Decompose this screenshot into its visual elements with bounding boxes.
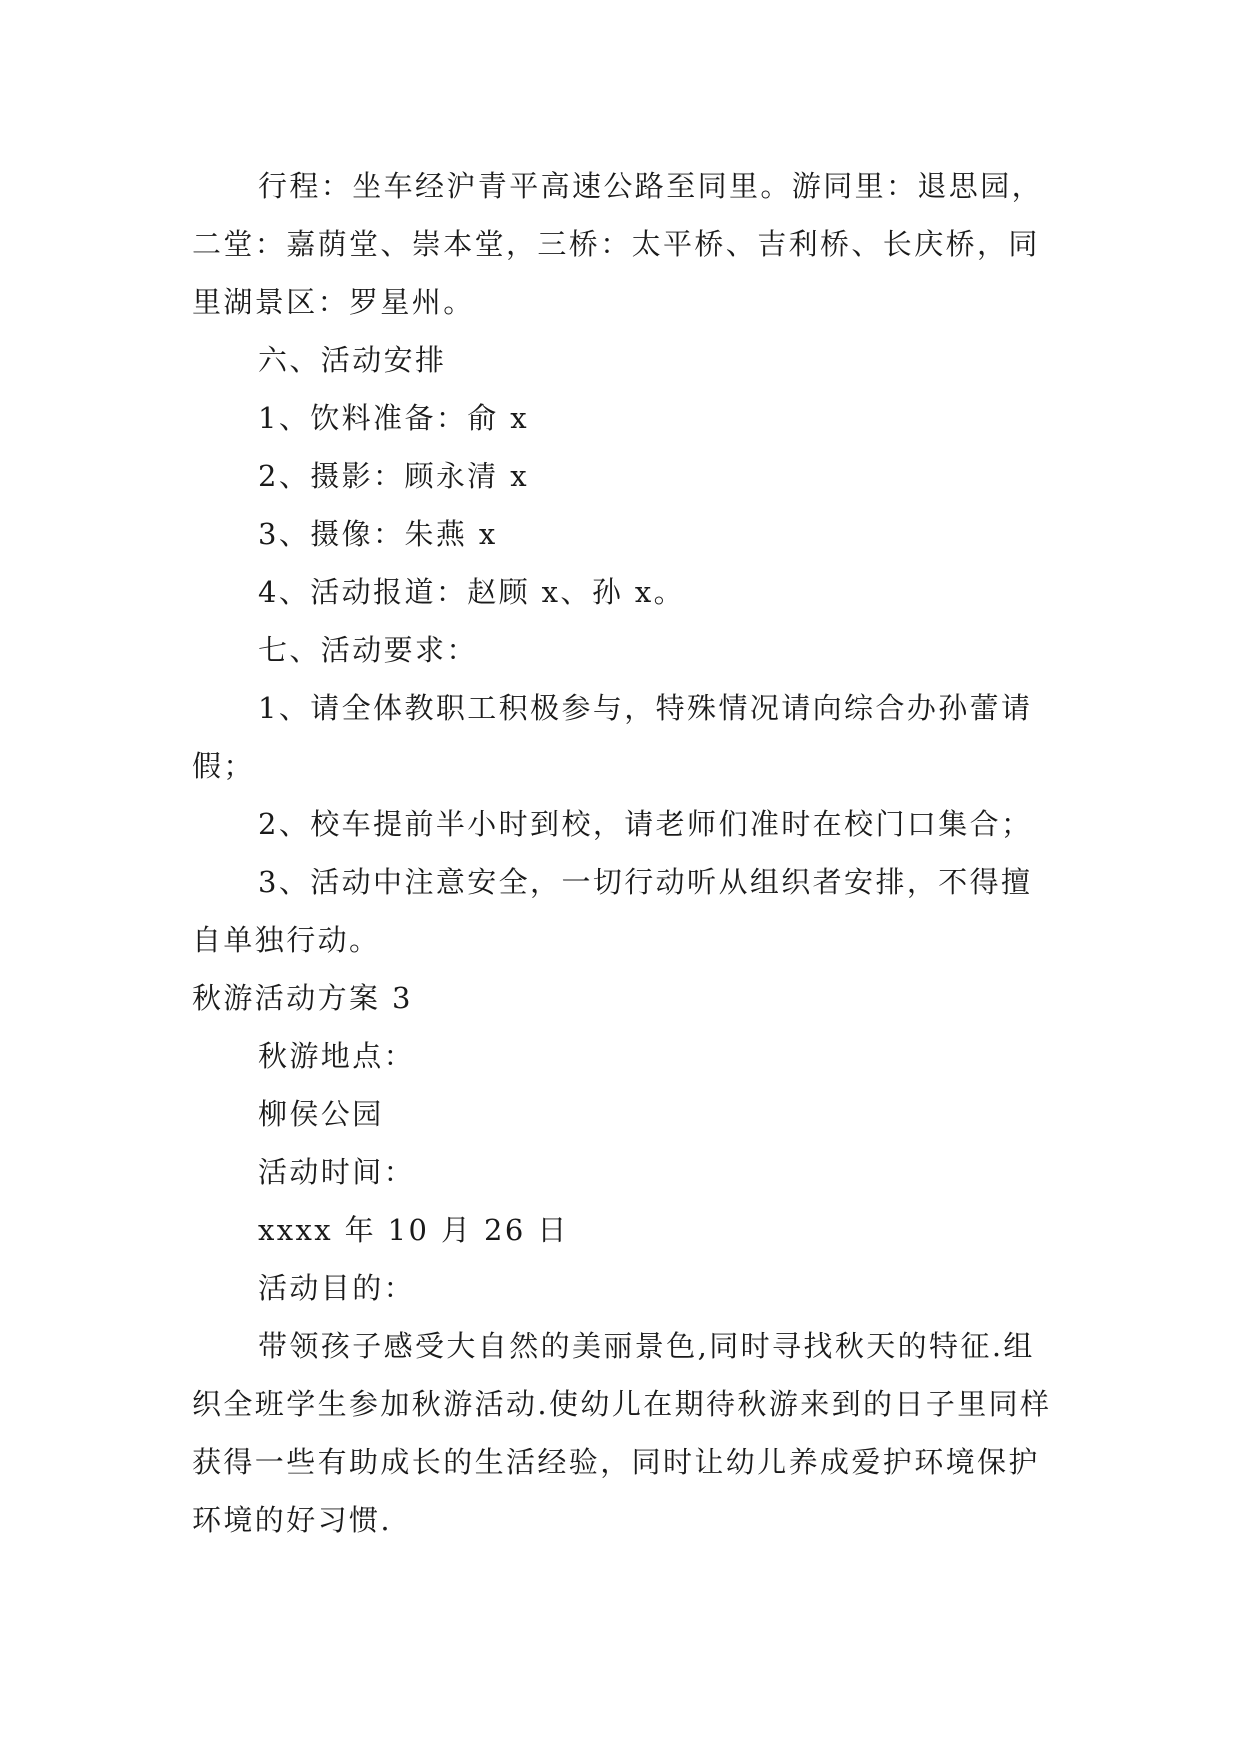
arrangement-item: 4、活动报道：赵顾 x、孙 x。 [258, 575, 685, 609]
field-value-location: 柳侯公园 [258, 1097, 384, 1131]
requirement-item: 2、校车提前半小时到校，请老师们准时在校门口集合； [258, 807, 1033, 841]
requirement-item: 3、活动中注意安全，一切行动听从组织者安排，不得擅自单独行动。 [192, 865, 1033, 957]
itinerary-paragraph: 行程：坐车经沪青平高速公路至同里。游同里：退思园，二堂：嘉荫堂、崇本堂，三桥：太平桥、吉利桥、长庆桥，同里湖景区：罗星州。 [192, 169, 1044, 319]
section-heading-activity-arrangement: 六、活动安排 [258, 343, 447, 377]
arrangement-item: 2、摄影：顾永清 x [258, 459, 530, 493]
section-heading-activity-requirements: 七、活动要求： [258, 633, 478, 667]
field-label-location: 秋游地点： [258, 1039, 416, 1073]
purpose-paragraph: 带领孩子感受大自然的美丽景色,同时寻找秋天的特征.组织全班学生参加秋游活动.使幼儿在期待秋游来到的日子里同样获得一些有助成长的生活经验，同时让幼儿养成爱护环境保护环境的好习惯. [192, 1329, 1052, 1537]
field-label-time: 活动时间： [258, 1155, 416, 1189]
document-body [192, 157, 1054, 1549]
plan-title: 秋游活动方案 3 [192, 981, 413, 1015]
field-value-time: xxxx 年 10 月 26 日 [258, 1213, 569, 1247]
arrangement-item: 3、摄像：朱燕 x [258, 517, 498, 551]
requirement-item: 1、请全体教职工积极参与，特殊情况请向综合办孙蕾请假； [192, 691, 1033, 783]
arrangement-item: 1、饮料准备：俞 x [258, 401, 530, 435]
field-label-purpose: 活动目的： [258, 1271, 416, 1305]
